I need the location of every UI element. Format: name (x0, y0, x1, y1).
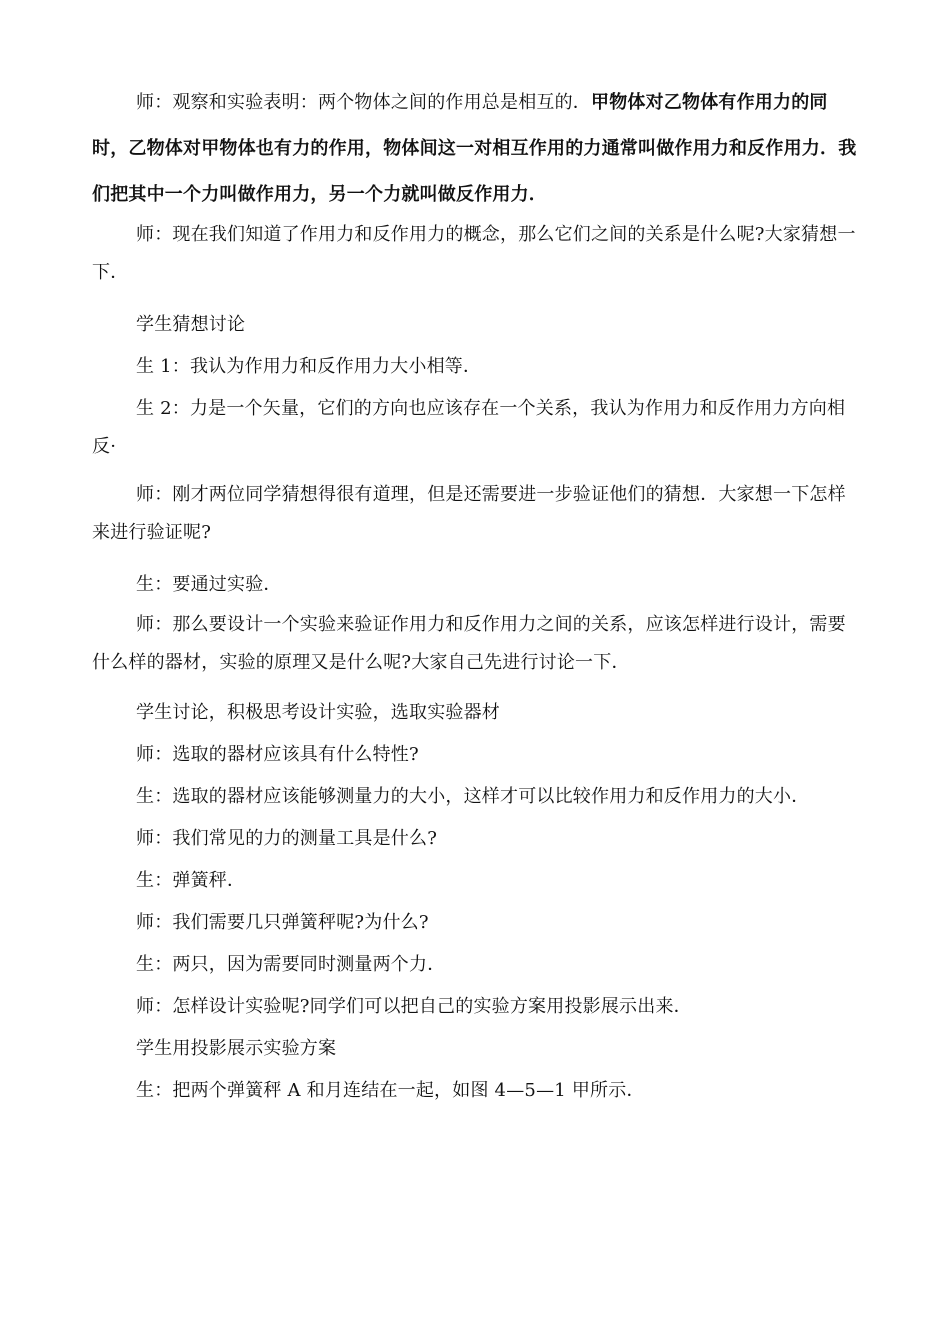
paragraph-text: 生：要通过实验． (136, 574, 282, 595)
paragraph-teacher-count (0, 904, 950, 942)
paragraph-teacher-question (0, 216, 950, 292)
paragraph-student-scale (0, 862, 950, 900)
paragraph-text: 生：弹簧秤． (136, 870, 246, 891)
paragraph-definition-bold: 甲物体对乙物体有作用力的同时，乙物体对甲物体也有力的作用，物体间这一对相互作用的力通常叫做作用力和反作用力．我们把其中一个力叫做作用力，另一个力就叫做反作用力． (92, 92, 857, 205)
paragraph-student-measure (0, 778, 950, 816)
paragraph-teacher-how (0, 988, 950, 1026)
paragraph-teacher-property (0, 736, 950, 774)
paragraph-text: 师：我们常见的力的测量工具是什么? (136, 828, 438, 849)
paragraph-text: 师：选取的器材应该具有什么特性? (136, 744, 419, 765)
paragraph-teacher-verify (0, 476, 950, 552)
paragraph-text: 师：我们需要几只弹簧秤呢?为什么? (136, 912, 429, 933)
paragraph-student-two (0, 946, 950, 984)
paragraph-text: 生：把两个弹簧秤 A 和月连结在一起，如图 4—5—1 甲所示． (136, 1080, 645, 1101)
paragraph-teacher-tool (0, 820, 950, 858)
paragraph-text: 师：刚才两位同学猜想得很有道理，但是还需要进一步验证他们的猜想．大家想一下怎样来进行验证呢? (92, 484, 846, 543)
paragraph-student-connect (0, 1072, 950, 1110)
paragraph-student-1 (0, 348, 950, 386)
paragraph-text: 生 2：力是一个矢量，它们的方向也应该存在一个关系，我认为作用力和反作用力方向相反· (92, 398, 846, 457)
paragraph-text: 学生用投影展示实验方案 (136, 1038, 337, 1059)
paragraph-student-2 (0, 390, 950, 466)
paragraph-text: 生 1：我认为作用力和反作用力大小相等． (136, 356, 482, 377)
paragraph-student-experiment (0, 566, 950, 604)
paragraph-text: 学生猜想讨论 (136, 314, 246, 335)
paragraph-student-projection (0, 1030, 950, 1068)
paragraph-definition (0, 80, 950, 218)
paragraph-text: 生：两只，因为需要同时测量两个力． (136, 954, 446, 975)
paragraph-definition-normal: 师：观察和实验表明：两个物体之间的作用总是相互的． (136, 92, 591, 113)
paragraph-text: 学生讨论，积极思考设计实验，选取实验器材 (136, 702, 500, 723)
paragraph-text: 生：选取的器材应该能够测量力的大小，这样才可以比较作用力和反作用力的大小． (136, 786, 810, 807)
paragraph-student-design (0, 694, 950, 732)
paragraph-text: 师：那么要设计一个实验来验证作用力和反作用力之间的关系，应该怎样进行设计，需要什么样的器材，实验的原理又是什么呢?大家自己先进行讨论一下． (92, 614, 846, 673)
paragraph-teacher-design (0, 606, 950, 682)
paragraph-student-discussion (0, 306, 950, 344)
paragraph-text: 师：怎样设计实验呢?同学们可以把自己的实验方案用投影展示出来． (136, 996, 692, 1017)
paragraph-text: 师：现在我们知道了作用力和反作用力的概念，那么它们之间的关系是什么呢?大家猜想一下． (92, 224, 856, 283)
